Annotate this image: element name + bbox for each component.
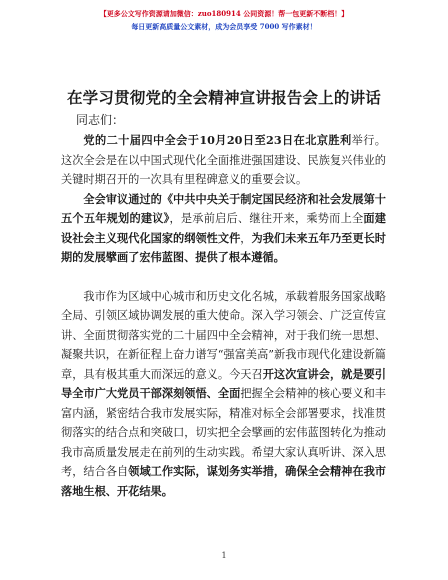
paragraph-2-segment-4: ， — [240, 231, 252, 245]
document-body — [61, 131, 386, 501]
paragraph-1-segment-2: 举行。这次全会是在以中国式现代化全面推进强国建设、民族复兴伟业的关键时期召开的一次具有里程碑意义的重要会议。 — [61, 134, 386, 186]
paragraph-2 — [61, 190, 386, 268]
page-number: 1 — [221, 551, 227, 560]
paragraph-2-segment-3: 面建设社会主义现代化国家的纲领性文件 — [61, 211, 386, 245]
paragraph-1-segment-1: 党的二十届四中全会于10月20日至23日在北京胜利 — [83, 133, 352, 147]
paragraph-2-segment-2: ，是承前启后、继往开来，乘势而上全 — [169, 212, 364, 225]
paragraph-3-segment-1: 我市作为区域中心城市和历史文化名城，承载着服务国家战略全局、引领区域协调发展的重大使命。深入学习领会、广泛宣传宣讲、全面贯彻落实党的二十届四中全会精神，对于我们统一思想、凝聚共识，在新征程上奋力谱写“强富美高”新我市现代化建设新篇章，具有极其重大而深远的意义。今天召 — [61, 289, 386, 381]
banner-line-2: 每日更新高质量公文素材，成为会员享受 7000 写作素材！ — [131, 22, 317, 31]
header-banner — [0, 8, 448, 32]
paragraph-3 — [61, 287, 386, 502]
paragraph-1 — [61, 131, 386, 190]
document-title: 在学习贯彻党的全会精神宣讲报告会上的讲话 — [66, 89, 381, 107]
paragraph-3-segment-3: 把握全会精神的核心要义和丰富内涵，紧密结合我市发展实际，精准对标全会部署要求，找准贯彻落实的结合点和突破口，切实把全会擘画的宏伟蓝图转化为推动我市高质量发展走在前列的生动实践。希望大家认真听讲、深入思考，结合各自 — [61, 387, 386, 478]
salutation: 同志们： — [76, 113, 125, 127]
paragraph-2-segment-1: 全会审议通过的《中共中央关于制定国民经济和社会发展第十五个五年规划的建议》 — [61, 191, 386, 225]
banner-line-1: 【更多公文写作资源请加微信：zuo180914 公同资源！帮一包更新不断档！】 — [99, 9, 349, 18]
paragraph-3-segment-2: 开这次宣讲会，就是要引导全市广大党员干部深刻领悟、全面 — [61, 366, 386, 400]
paragraph-2-segment-5: 为我们未来五年乃至更长时期的发展擘画了宏伟蓝图、提供了根本遵循。 — [61, 230, 386, 264]
paragraph-3-segment-4: 领域工作实际，谋划务实举措，确保全会精神在我市落地生根、开花结果。 — [61, 464, 386, 498]
